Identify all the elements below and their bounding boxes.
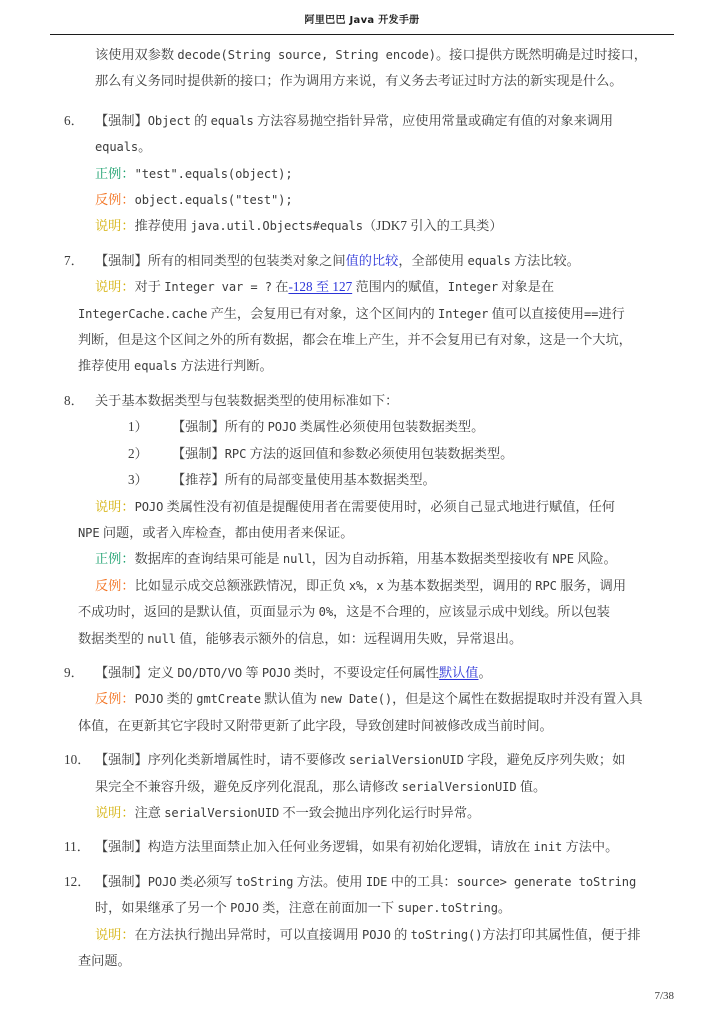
text-run: 时，如果继承了另一个 (95, 900, 231, 916)
text-run: 服务，调用 (556, 577, 627, 593)
code-run: equals (467, 253, 511, 268)
text-run: 【强制】 (95, 112, 148, 128)
note-wrap-line (50, 327, 678, 353)
note-label: 说明： (95, 926, 135, 942)
note-label: 说明： (95, 279, 135, 295)
text-run: 注意 (134, 804, 165, 820)
code-run: Integer var = ? (164, 280, 272, 295)
text-run: 字段，避免反序列失败；如 (463, 752, 626, 768)
item-number: 10． (64, 752, 91, 768)
code-run: serialVersionUID (401, 779, 517, 794)
note-wrap-line (50, 626, 678, 652)
list-item-continuation (50, 134, 678, 160)
page-number: 7/38 (654, 990, 674, 1002)
text-run: 【推荐】所有的局部变量使用基本数据类型。 (172, 472, 436, 488)
list-item (50, 869, 678, 895)
code-run: object.equals("test"); (134, 193, 293, 208)
text-run: 那么有义务同时提供新的接口；作为调用方来说，有义务去考证过时方法的新实现是什么。 (95, 73, 623, 89)
text-run: 【强制】所有的相同类型的包装类对象之间 (95, 252, 346, 268)
code-run: Integer (438, 306, 489, 321)
example-note (50, 274, 678, 300)
text-run: 值。 (516, 778, 547, 794)
text-run: （JDK7 引入的工具类） (362, 218, 503, 234)
text-run: 的 (190, 112, 211, 128)
text-run: 方法的返回值和参数必须使用包装数据类型。 (246, 445, 514, 461)
list-item (50, 108, 678, 134)
example-negative (50, 573, 678, 599)
text-run: 查问题。 (78, 953, 131, 968)
code-run: Object (147, 113, 191, 128)
sub-list-item (50, 467, 678, 493)
text-run: 。 (138, 139, 152, 155)
code-run: toString() (410, 927, 483, 942)
item-number: 8． (64, 392, 84, 408)
code-run: source> generate toString (456, 874, 637, 889)
text-run: 进行 (598, 305, 625, 321)
text-run: 类属性没有初值是提醒使用者在需要使用时，必须自己显式地进行赋值，任何 (163, 498, 615, 514)
text-run: ， (363, 577, 377, 593)
text-run: 【强制】序列化类新增属性时，请不要修改 (95, 752, 349, 768)
text-run: 推荐使用 (134, 218, 191, 234)
code-run: new Date() (320, 692, 393, 707)
note-wrap-line (50, 948, 678, 974)
code-run: POJO (261, 665, 291, 680)
code-run: x (376, 578, 384, 593)
example-note (50, 494, 678, 520)
page-footer (50, 986, 674, 1004)
text-run: 在 (271, 279, 289, 295)
list-item (50, 388, 678, 414)
code-run: equals (134, 359, 178, 374)
code-run: null (282, 552, 312, 567)
negative-label: 反例： (95, 691, 135, 707)
code-run: serialVersionUID (348, 753, 464, 768)
code-run: super.toString (397, 901, 498, 916)
sub-list-item (50, 414, 678, 440)
text-run: 体值，在更新其它字段时又附带更新了此字段，导致创建时间被修改成当前时间。 (78, 717, 553, 733)
text-run: 值，能够表示额外的信息，如：远程调用失败，异常退出。 (175, 630, 523, 646)
text-run: 在方法执行抛出异常时，可以直接调用 (134, 926, 363, 942)
code-run: POJO (134, 692, 164, 707)
note-label: 说明： (95, 804, 135, 820)
code-run: decode(String source, String encode) (177, 48, 436, 62)
code-run: init (533, 840, 563, 855)
list-item (50, 834, 678, 860)
text-run: 类，注意在前面加一下 (258, 900, 398, 916)
text-run: ，但是这个属性在数据提取时并没有置入具 (392, 691, 643, 707)
spacer (50, 380, 678, 388)
example-positive (50, 546, 678, 572)
code-run: null (147, 631, 176, 646)
highlight-text: 值的比较 (345, 252, 399, 268)
text-run: 果完全不兼容升级，避免反序列化混乱，那么请修改 (95, 778, 402, 794)
text-run: 【强制】所有的 (172, 419, 268, 435)
note-wrap-line (50, 353, 678, 379)
code-run: RPC (224, 446, 247, 461)
code-run: POJO (147, 874, 177, 889)
code-run: NPE (78, 525, 100, 540)
note-wrap-line (50, 713, 678, 739)
sub-item-number: 2） (128, 445, 148, 461)
code-run: x% (348, 578, 364, 593)
text-run: 比如显示成交总额涨跌情况，即正负 (134, 577, 349, 593)
text-run: 方法。使用 (293, 873, 366, 889)
text-run: 数据类型的 (78, 630, 148, 646)
negative-label: 反例： (95, 577, 135, 593)
sub-item-number: 1） (128, 419, 148, 435)
text-run: 方法容易抛空指针异常，应使用常量或确定有值的对象来调用 (253, 112, 614, 128)
item-number: 6． (64, 112, 84, 128)
paragraph-continuation (50, 42, 678, 68)
text-run: 推荐使用 (78, 358, 135, 374)
note-wrap-line (50, 520, 678, 546)
code-run: DO/DTO/VO (177, 665, 243, 680)
text-run: 数据库的查询结果可能是 (134, 551, 283, 567)
text-run: 【强制】定义 (95, 664, 178, 680)
example-note (50, 213, 678, 239)
code-run: gmtCreate (196, 692, 261, 707)
text-run: ，全部使用 (398, 252, 468, 268)
text-run: ，这是不合理的，应该显示成中划线。所以包装 (333, 604, 610, 620)
text-run: 值可以直接使用 (488, 305, 584, 321)
example-negative (50, 686, 678, 712)
code-run: POJO (134, 499, 164, 514)
spacer (50, 95, 678, 108)
page-header (50, 14, 674, 27)
code-run: serialVersionUID (164, 805, 280, 820)
text-run: 为基本数据类型，调用的 (383, 577, 536, 593)
code-run: equals (210, 113, 254, 128)
example-note (50, 800, 678, 826)
code-run: equals (95, 140, 139, 155)
positive-label: 正例： (95, 551, 135, 567)
code-run: NPE (552, 552, 574, 567)
code-run: Integer (447, 280, 499, 295)
text-run: 默认值为 (260, 691, 321, 707)
text-run: 类时，不要设定任何属性 (290, 664, 439, 680)
item-number: 9． (64, 664, 84, 680)
code-run: IDE (365, 874, 388, 889)
text-run: 风险。 (573, 551, 617, 567)
item-number: 12． (64, 873, 91, 889)
code-run: == (583, 306, 599, 321)
example-positive (50, 161, 678, 187)
code-run: POJO (362, 927, 391, 942)
text-run: 不成功时，返回的是默认值，页面显示为 (78, 604, 319, 620)
code-run: java.util.Objects#equals (190, 219, 363, 234)
note-wrap-line (50, 301, 678, 327)
text-run: 等 (242, 664, 262, 680)
text-run: 方法比较。 (510, 252, 580, 268)
text-run: 对象是在 (498, 279, 555, 295)
highlight-text: 默认值 (438, 664, 479, 680)
text-run: 方法打印其属性值，便于排 (482, 926, 641, 942)
note-label: 说明： (95, 498, 135, 514)
note-label: 说明： (95, 218, 135, 234)
text-run: 的 (390, 926, 411, 942)
example-note (50, 922, 678, 948)
text-run: 类的 (163, 691, 197, 707)
text-run: 。接口提供方既然明确是过时接口， (435, 47, 647, 62)
text-run: 【强制】构造方法里面禁止加入任何业务逻辑，如果有初始化逻辑，请放在 (95, 839, 534, 855)
positive-label: 正例： (95, 165, 135, 181)
text-run: 判断，但是这个区间之外的所有数据，都会在堆上产生，并不会复用已有对象，这是一个大坑， (78, 332, 632, 348)
spacer (50, 652, 678, 660)
spacer (50, 861, 678, 869)
list-item-continuation (50, 774, 678, 800)
text-run: 【强制】 (172, 445, 225, 461)
text-run: 中的工具： (387, 873, 457, 889)
document-body (50, 42, 678, 974)
text-run: 关于基本数据类型与包装数据类型的使用标准如下： (95, 392, 399, 408)
text-run: 问题，或者入库检查，都由使用者来保证。 (99, 524, 354, 540)
text-run: 。 (497, 900, 512, 916)
code-run: IntegerCache.cache (78, 306, 208, 321)
header-divider (50, 34, 674, 35)
list-item (50, 747, 678, 773)
code-run: toString (235, 874, 294, 889)
list-item-continuation (50, 895, 678, 921)
text-run: 类属性必须使用包装数据类型。 (296, 419, 485, 435)
text-run: 类必须写 (176, 873, 236, 889)
text-run: 。 (478, 664, 492, 680)
note-wrap-line (50, 599, 678, 625)
code-run: RPC (535, 578, 557, 593)
sub-item-number: 3） (128, 472, 148, 488)
highlight-range: -128 至 127 (288, 279, 353, 295)
spacer (50, 739, 678, 747)
header-title: 阿里巴巴 Java 开发手册 (304, 15, 420, 26)
list-item (50, 660, 678, 686)
text-run: 不一致会抛出序列化运行时异常。 (279, 804, 481, 820)
list-item (50, 248, 678, 274)
example-negative (50, 187, 678, 213)
text-run: 方法中。 (562, 839, 619, 855)
spacer (50, 240, 678, 248)
text-run: 方法进行判断。 (177, 358, 273, 374)
text-run: ，因为自动拆箱，用基本数据类型接收有 (311, 551, 553, 567)
item-number: 11． (64, 839, 90, 855)
text-run: 范围内的赋值， (352, 279, 448, 295)
text-run: 该使用双参数 (95, 47, 178, 62)
negative-label: 反例： (95, 192, 135, 208)
code-run: POJO (230, 901, 259, 916)
text-run: 产生，会复用已有对象，这个区间内的 (207, 305, 439, 321)
spacer (50, 826, 678, 834)
paragraph-continuation (50, 68, 678, 94)
code-run: POJO (267, 420, 297, 435)
text-run: 【强制】 (95, 873, 148, 889)
item-number: 7． (64, 252, 84, 268)
text-run: 对于 (134, 279, 165, 295)
sub-list-item (50, 441, 678, 467)
code-run: 0% (318, 605, 334, 620)
code-run: "test".equals(object); (134, 166, 293, 181)
